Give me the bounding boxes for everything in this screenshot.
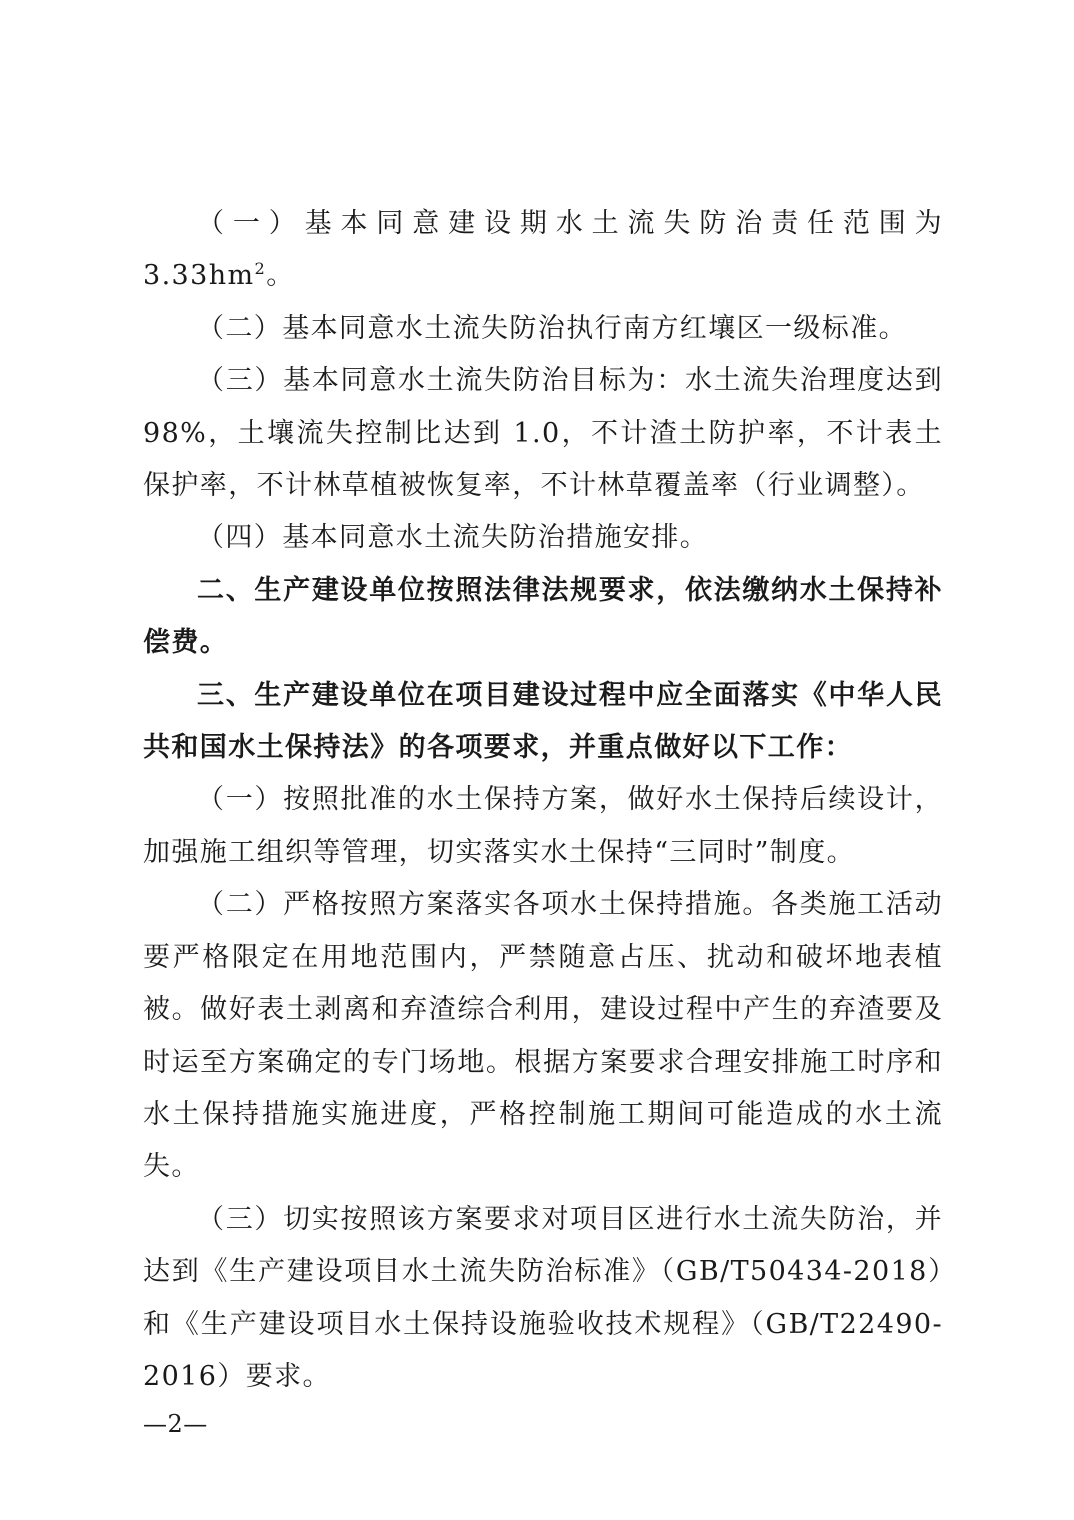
paragraph-text: 三、生产建设单位在项目建设过程中应全面落实《中华人民 (197, 679, 943, 711)
paragraph-text: 至方案确定的专门场地。根据方案要求合理安排施工时序和水土 (143, 1046, 943, 1130)
paragraph-responsibility-scope (143, 198, 943, 303)
paragraph-text: 加强施工组织等管理，切实落实水土保持“三同时”制度。 (143, 836, 856, 868)
paragraph-text: （三）基本同意水土流失防治目标为：水土流失治理度达到 (197, 365, 943, 397)
paragraph-standards-compliance (143, 1194, 943, 1404)
page-number: —2— (143, 1410, 208, 1438)
section-heading-compensation-fee (143, 565, 943, 670)
paragraph-text: 98%，土壤流失控制比达到 1.0，不计渣土防护率，不计表土保 (143, 417, 943, 502)
paragraph-prevention-targets (143, 355, 943, 512)
paragraph-text: 共和国水土保持法》的各项要求，并重点做好以下工作： (143, 732, 853, 764)
paragraph-text: （二）基本同意水土流失防治执行南方红壤区一级标准。 (197, 312, 907, 344)
paragraph-text: 做好表土剥离和弃渣综合利用，建设过程中产生的弃渣要及时运 (143, 994, 943, 1078)
paragraph-text: （四）基本同意水土流失防治措施安排。 (197, 522, 709, 554)
paragraph-text: 要求。 (245, 1360, 331, 1392)
paragraph-text: 达到《生产建设项目水土流失防治标准》（GB/T50434-2018）和 (143, 1256, 943, 1340)
paragraph-text: （三）切实按照该方案要求对项目区进行水土流失防治，并 (197, 1203, 943, 1235)
paragraph-text: 保持措施实施进度，严格控制施工期间可能造成的水土流失。 (143, 1098, 943, 1183)
paragraph-text: （一）按照批准的水土保持方案，做好水土保持后续设计， (197, 784, 943, 816)
paragraph-follow-up-design (143, 774, 943, 879)
paragraph-suffix: 。 (266, 260, 295, 292)
paragraph-prevention-standard (143, 303, 943, 355)
paragraph-text: 要严格限定在用地范围内，严禁随意占压、扰动和破坏地表植被。 (143, 941, 943, 1026)
paragraph-text: （一）基本同意建设期水土流失防治责任范围为 3.33hm (143, 208, 943, 292)
paragraph-text: 《生产建设项目水土保持设施验收技术规程》（GB/T22490-2016） (143, 1308, 943, 1392)
document-body (143, 198, 943, 1403)
paragraph-implement-measures (143, 879, 943, 1193)
paragraph-text: （二）严格按照方案落实各项水土保持措施。各类施工活动 (197, 889, 943, 921)
paragraph-text: 二、生产建设单位按照法律法规要求，依法缴纳水土保持补 (197, 574, 943, 606)
section-heading-implementation (143, 670, 943, 775)
paragraph-prevention-measures (143, 512, 943, 564)
paragraph-text: 偿费。 (143, 627, 229, 659)
paragraph-text: 护率，不计林草植被恢复率，不计林草覆盖率（行业调整）。 (171, 470, 925, 502)
superscript: 2 (254, 259, 267, 279)
